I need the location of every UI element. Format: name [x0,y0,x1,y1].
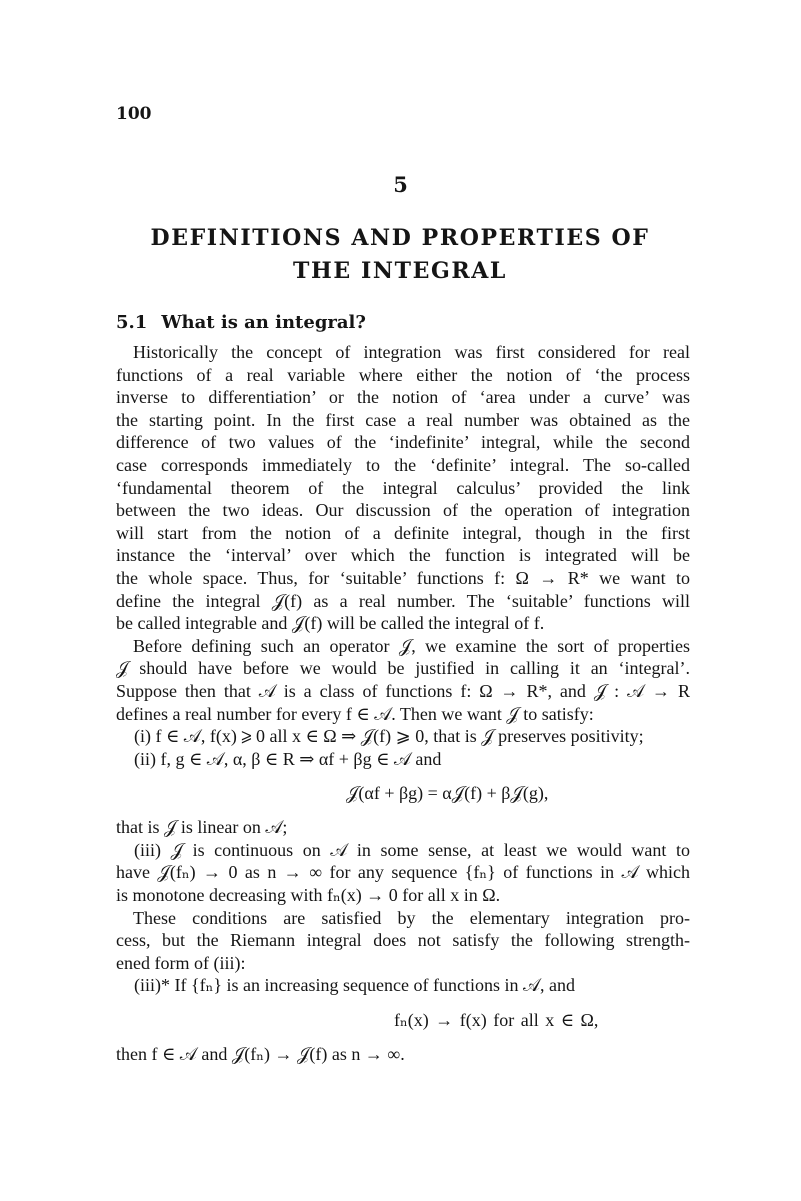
text-line: difference of two values of the ‘indefinite’ integral, while the second [116,432,690,453]
chapter-title-line: THE INTEGRAL [293,258,507,284]
text-line: Before defining such an operator 𝒥, we examine the sort of properties [133,635,690,656]
text-line: the starting point. In the first case a real number was obtained as the [116,409,690,430]
text-line: between the two ideas. Our discussion of the operation of integration [116,500,690,521]
text-line: the whole space. Thus, for ‘suitable’ functions f: Ω → R* we want to [116,567,690,588]
chapter-title-line: DEFINITIONS AND PROPERTIES OF [150,225,650,251]
text-line: instance the ‘interval’ over which the function is integrated will be [116,545,690,566]
text-line: ened form of (iii): [116,952,246,973]
text-line: These conditions are satisfied by the elementary integration pro- [133,907,690,928]
section-title: What is an integral? [161,312,366,333]
text-line: Historically the concept of integration was first considered for real [133,342,690,362]
text-line: define the integral 𝒥(f) as a real number. The ‘suitable’ functions will [116,590,690,611]
text-line: ‘fundamental theorem of the integral calculus’ provided the link [116,477,690,498]
section-number: 5.1 [116,312,148,333]
text-line: defines a real number for every f ∈ 𝒜. Then we want 𝒥 to satisfy: [116,703,594,724]
text-line: case corresponds immediately to the ‘definite’ integral. The so-called [116,454,690,475]
page-number: 100 [116,104,152,124]
text-line: will start from the notion of a definite integral, though in the first [116,522,690,543]
text-line: 𝒥 should have before we would be justified in calling it an ‘integral’. [116,658,690,679]
display-equation-linearity: 𝒥(αf + βg) = α𝒥(f) + β𝒥(g), [346,783,549,804]
list-item-iii: (iii) 𝒥 is continuous on 𝒜 in some sense, at least we would want to [134,839,690,860]
text-line: be called integrable and 𝒥(f) will be called the integral of f. [116,613,545,634]
list-item-i: (i) f ∈ 𝒜, f(x) ⩾ 0 all x ∈ Ω ⇒ 𝒥(f) ⩾ 0, that is 𝒥 preserves positivity; [134,726,644,747]
section-heading [116,312,366,333]
display-equation-convergence: fₙ(x) → f(x) for all x ∈ Ω, [394,1010,599,1031]
text-line: functions of a real variable where either the notion of ‘the process [116,364,690,385]
text-line: cess, but the Riemann integral does not satisfy the following strength- [116,930,690,951]
text-line: have 𝒥(fₙ) → 0 as n → ∞ for any sequence {fₙ} of functions in 𝒜 which [116,862,690,883]
chapter-number: 5 [393,172,408,197]
list-item-iii-star: (iii)* If {fₙ} is an increasing sequence of functions in 𝒜, and [134,975,575,996]
text-line: that is 𝒥 is linear on 𝒜; [116,817,288,838]
text-line: then f ∈ 𝒜 and 𝒥(fₙ) → 𝒥(f) as n → ∞. [116,1044,405,1065]
text-line: Suppose then that 𝒜 is a class of functions f: Ω → R*, and 𝒥 : 𝒜 → R [116,680,690,701]
text-line: is monotone decreasing with fₙ(x) → 0 for all x in Ω. [116,885,501,906]
list-item-ii: (ii) f, g ∈ 𝒜, α, β ∈ R ⇒ αf + βg ∈ 𝒜 and [134,748,442,769]
body-text [116,341,690,1066]
text-line: inverse to differentiation’ or the notion of ‘area under a curve’ was [116,387,690,408]
chapter-title [110,222,690,288]
